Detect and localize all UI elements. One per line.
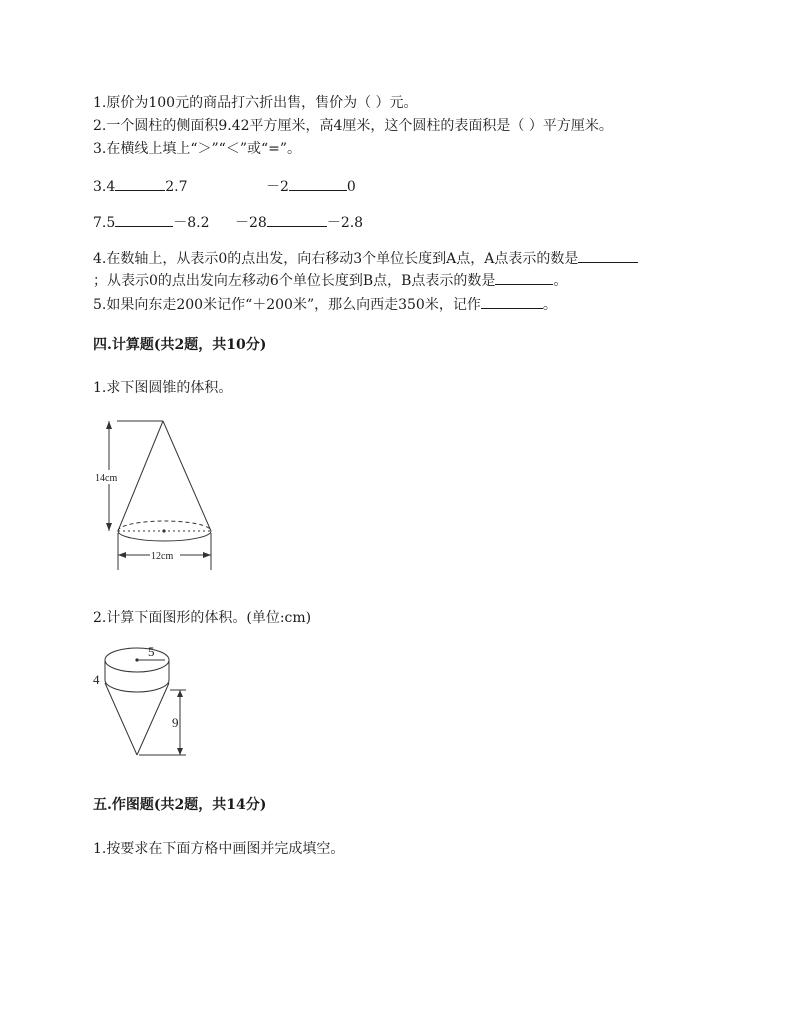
question-3: 3.在横线上填上“＞”“＜”或“=”。 (93, 141, 302, 157)
compare-c-right: －8.2 (173, 215, 210, 231)
radius-label: 5 (148, 644, 155, 659)
compare-b (266, 177, 356, 196)
cone-right-edge (163, 421, 211, 531)
draw-question-1: 1.按要求在下面方格中画图并完成填空。 (93, 841, 345, 857)
compare-c-blank[interactable] (115, 213, 173, 227)
question-4-text-2: ；从表示0的点出发向左移动6个单位长度到B点，B点表示的数是 (93, 273, 496, 289)
question-4-line-1 (93, 249, 638, 268)
compare-b-right: 0 (346, 179, 356, 195)
question-5-text: 5.如果向东走200米记作“＋200米”，那么向西走350米，记作 (93, 297, 481, 313)
cone-height-label: 9 (172, 715, 179, 730)
cone-right-edge (137, 683, 169, 755)
point-b-blank[interactable] (495, 271, 553, 285)
cone-height-label: 14cm (95, 473, 118, 484)
question-2: 2.一个圆柱的侧面积9.42平方厘米，高4厘米，这个圆柱的表面积是（ ）平方厘米。 (93, 118, 613, 134)
compare-b-left: －2 (266, 179, 289, 195)
calc-question-2: 2.计算下面图形的体积。(单位:cm) (93, 610, 312, 626)
question-4-text-1: 4.在数轴上，从表示0的点出发，向右移动3个单位长度到A点，A点表示的数是 (93, 251, 579, 267)
compare-d-left: －28 (235, 215, 267, 231)
cylinder-top-center (135, 658, 138, 661)
calc-question-1: 1.求下图圆锥的体积。 (93, 380, 233, 396)
cone-left-edge (118, 421, 163, 531)
cone-height-arrow-top (177, 690, 183, 697)
cone-base-center (162, 529, 165, 532)
compare-a-right: 2.7 (165, 179, 188, 195)
compare-a-blank[interactable] (115, 177, 165, 191)
height-arrow-bottom (106, 523, 112, 531)
cone-height-arrow-bottom (177, 748, 183, 755)
west-distance-blank[interactable] (481, 295, 543, 309)
compare-d-right: －2.8 (326, 215, 364, 231)
cylinder-cone-figure (86, 640, 206, 765)
height-arrow-top (106, 421, 112, 429)
compare-d (235, 213, 363, 232)
section-4-heading: 四.计算题(共2题，共10分) (93, 337, 267, 353)
compare-c-left: 7.5 (93, 215, 116, 231)
cone-left-edge (105, 683, 137, 755)
diameter-arrow-left (118, 552, 126, 558)
compare-b-blank[interactable] (289, 177, 347, 191)
compare-d-blank[interactable] (267, 213, 327, 227)
question-4-end: 。 (553, 273, 568, 289)
cone-figure (90, 412, 230, 574)
cylinder-height-label: 4 (93, 672, 100, 687)
cone-diameter-label: 12cm (151, 551, 174, 562)
question-1: 1.原价为100元的商品打六折出售，售价为（ ）元。 (93, 95, 418, 111)
section-5-heading: 五.作图题(共2题，共14分) (93, 797, 267, 813)
compare-a-left: 3.4 (93, 179, 116, 195)
compare-c (93, 213, 210, 232)
question-4-line-2 (93, 271, 567, 290)
cylinder-bottom-rim (105, 680, 169, 692)
question-5 (93, 295, 557, 314)
diameter-arrow-right (203, 552, 211, 558)
question-5-end: 。 (542, 297, 557, 313)
compare-a (93, 177, 188, 196)
point-a-blank[interactable] (578, 249, 638, 263)
